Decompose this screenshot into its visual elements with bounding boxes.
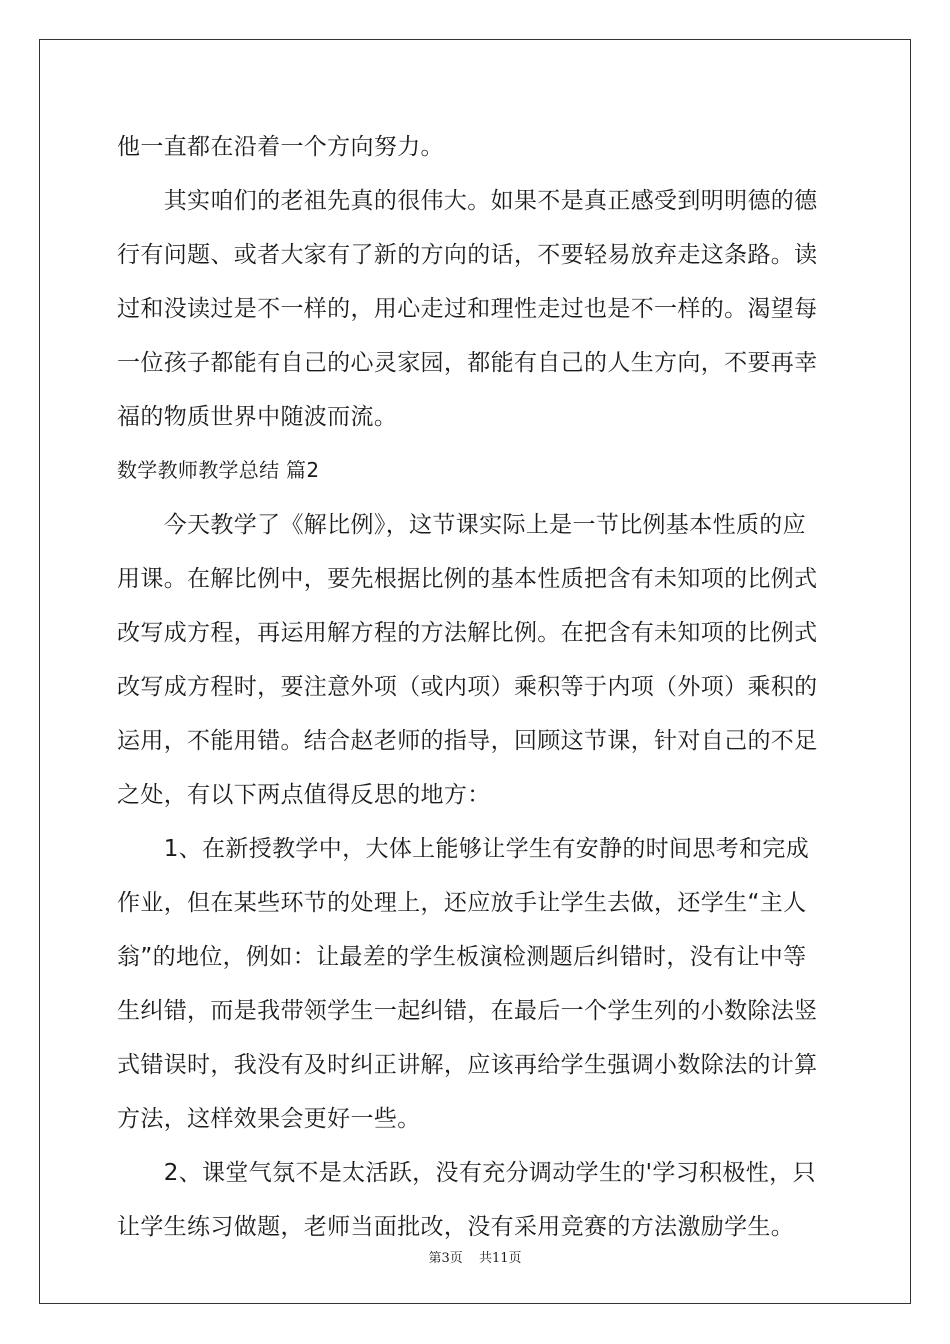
text-line: 1、在新授教学中，大体上能够让学生有安静的时间思考和完成 <box>117 836 810 862</box>
page-footer <box>0 1247 950 1266</box>
text-line: 用课。在解比例中，要先根据比例的基本性质把含有未知项的比例式 <box>117 566 818 592</box>
section-heading: 数学教师教学总结 篇2 <box>117 458 320 482</box>
text-line: 方法，这样效果会更好一些。 <box>117 1106 421 1132</box>
text-line: 福的物质世界中随波而流。 <box>117 404 398 430</box>
text-line: 式错误时，我没有及时纠正讲解，应该再给学生强调小数除法的计算 <box>117 1052 818 1078</box>
document-body <box>117 120 833 1254</box>
text-line: 2、课堂气氛不是太活跃，没有充分调动学生的'学习积极性，只 <box>117 1160 816 1186</box>
text-line: 作业，但在某些环节的处理上，还应放手让学生去做，还学生“主人 <box>117 890 807 916</box>
text-line: 改写成方程，再运用解方程的方法解比例。在把含有未知项的比例式 <box>117 620 818 646</box>
text-line: 翁”的地位，例如：让最差的学生板演检测题后纠错时，没有让中等 <box>117 944 807 970</box>
text-line: 其实咱们的老祖先真的很伟大。如果不是真正感受到明明德的德 <box>117 188 818 214</box>
page-number: 第3页 <box>428 1251 463 1266</box>
text-line: 一位孩子都能有自己的心灵家园，都能有自己的人生方向，不要再幸 <box>117 350 818 376</box>
page-total: 共11页 <box>478 1251 522 1266</box>
text-line: 生纠错，而是我带领学生一起纠错，在最后一个学生列的小数除法竖 <box>117 998 818 1024</box>
text-line: 之处，有以下两点值得反思的地方： <box>117 782 491 808</box>
text-line: 运用，不能用错。结合赵老师的指导，回顾这节课，针对自己的不足 <box>117 728 818 754</box>
text-line: 行有问题、或者大家有了新的方向的话，不要轻易放弃走这条路。读 <box>117 242 818 268</box>
text-line: 让学生练习做题，老师当面批改，没有采用竞赛的方法激励学生。 <box>117 1214 795 1240</box>
text-line: 改写成方程时，要注意外项（或内项）乘积等于内项（外项）乘积的 <box>117 674 818 700</box>
text-line: 他一直都在沿着一个方向努力。 <box>117 134 444 160</box>
text-line: 过和没读过是不一样的，用心走过和理性走过也是不一样的。渴望每 <box>117 296 818 322</box>
text-line: 今天教学了《解比例》，这节课实际上是一节比例基本性质的应 <box>117 512 806 538</box>
